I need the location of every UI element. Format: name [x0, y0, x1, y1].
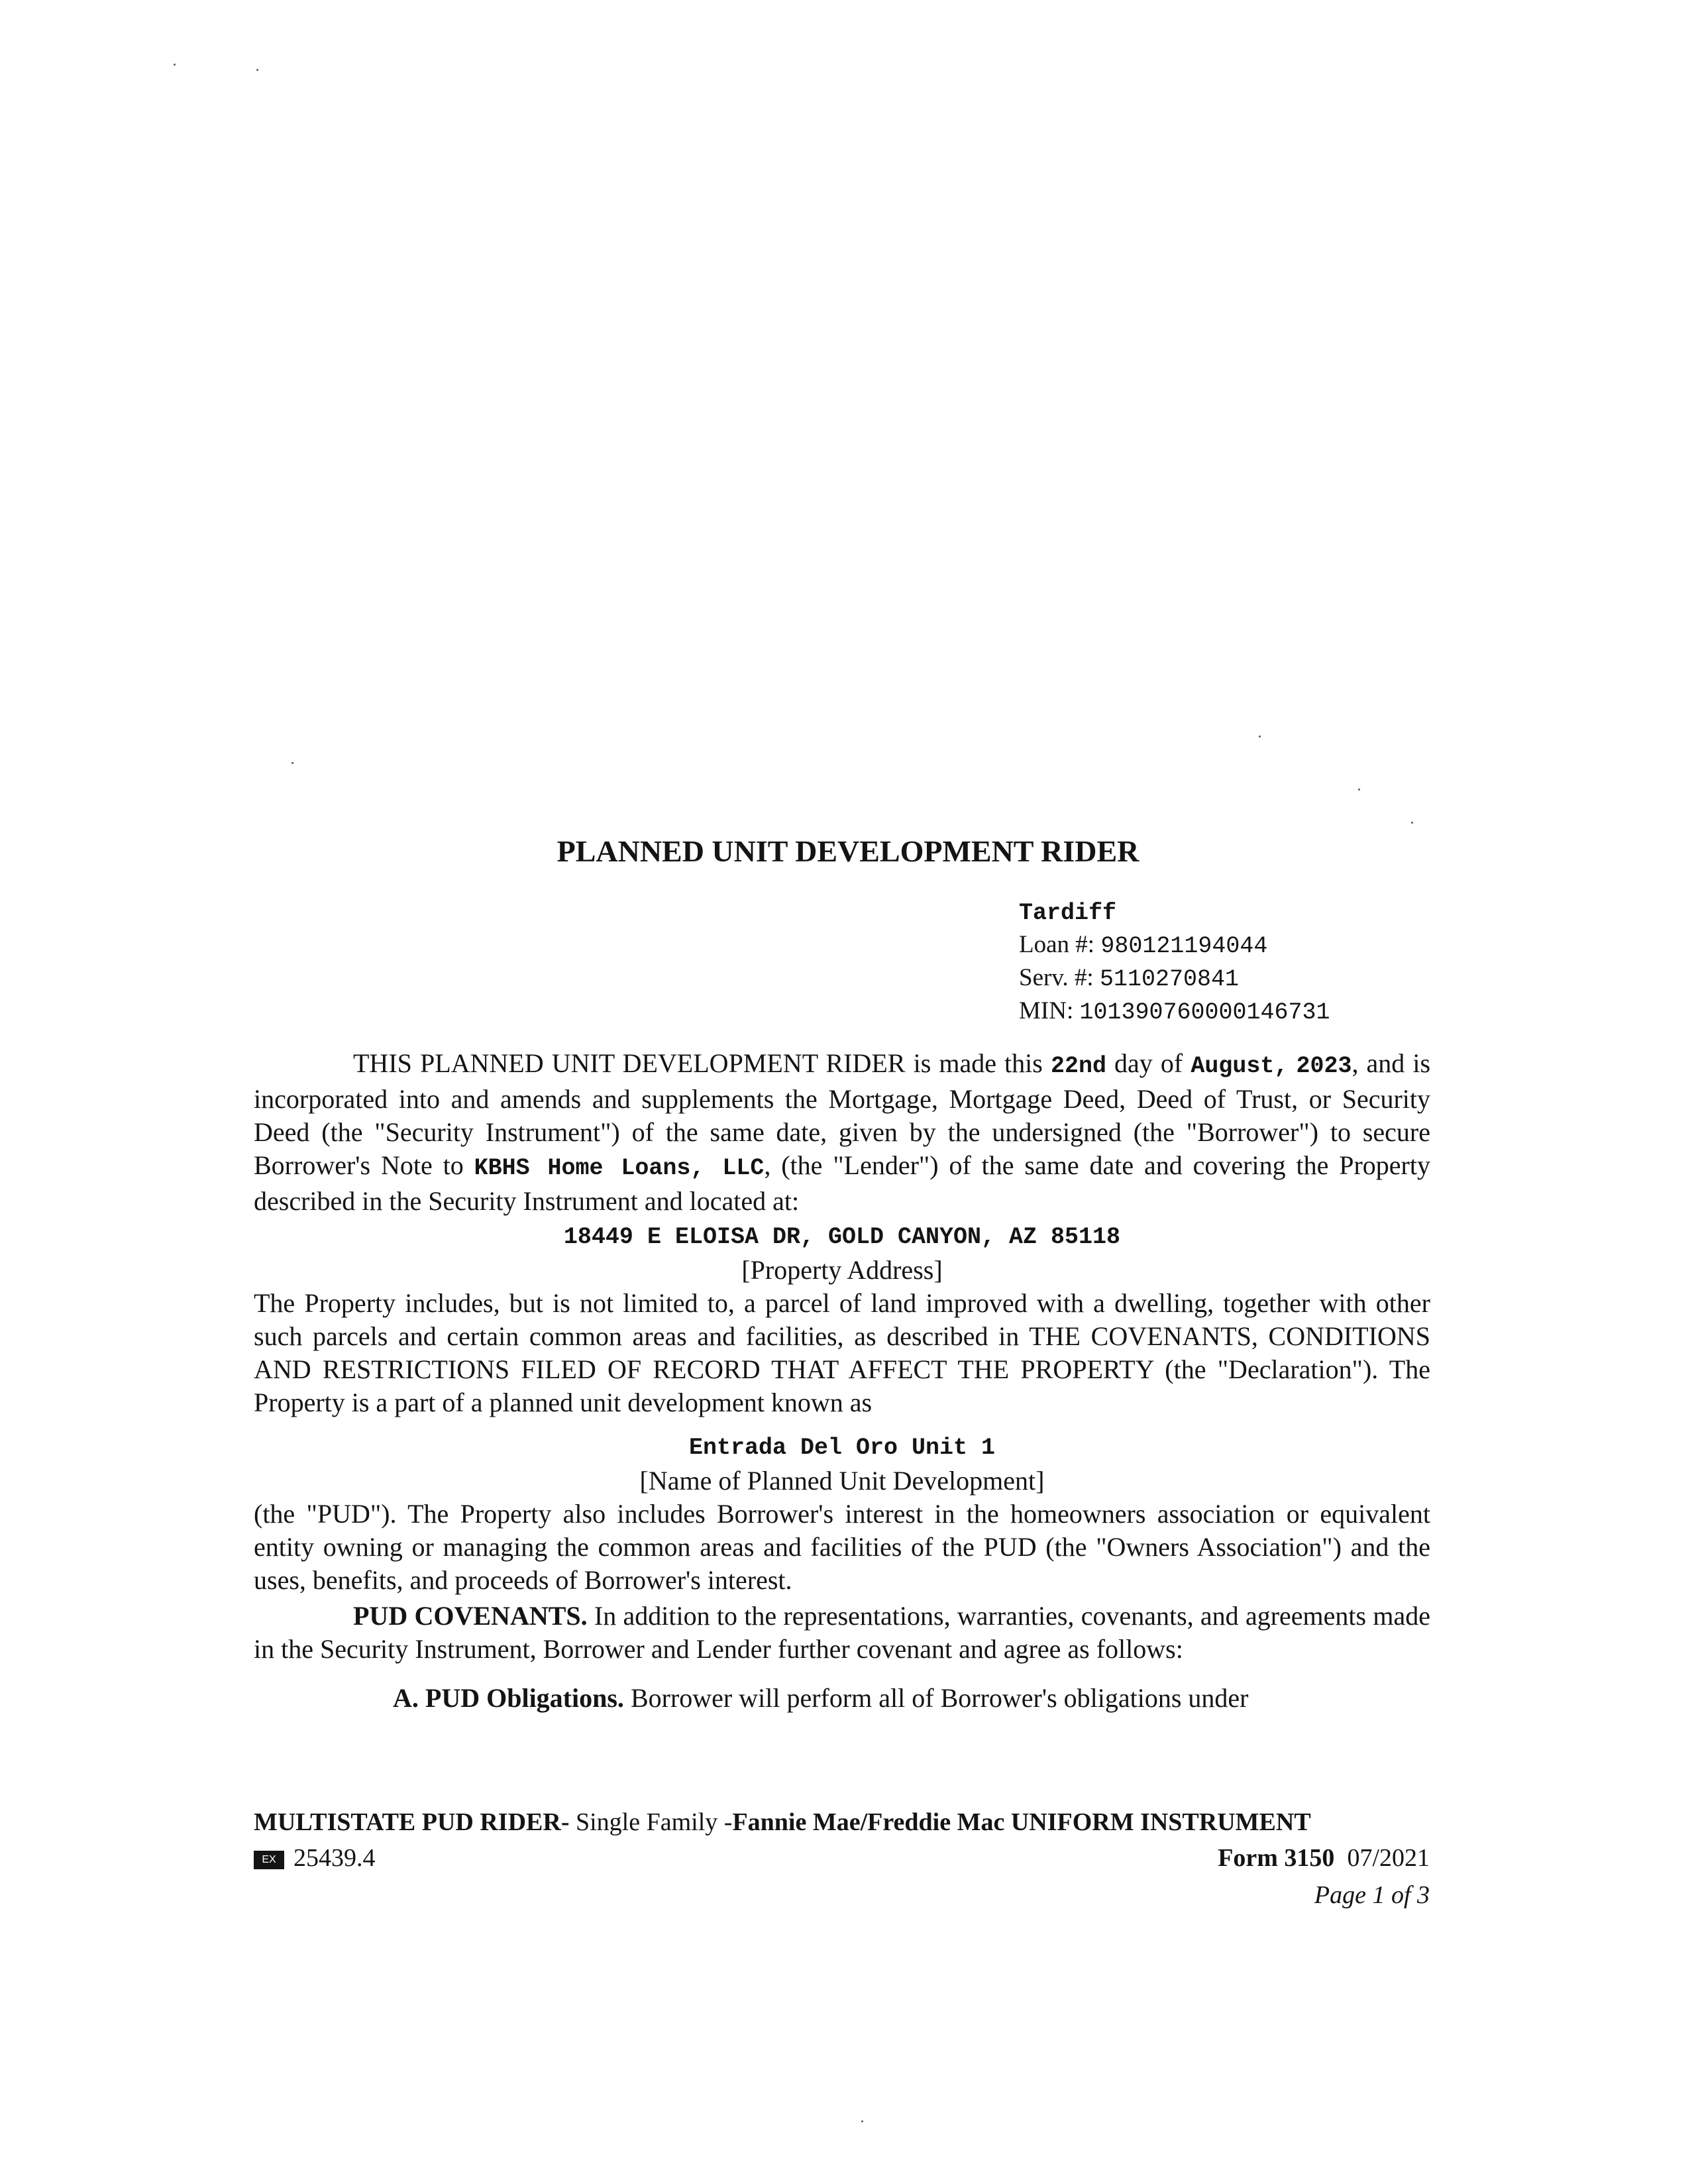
covenants-paragraph	[254, 1600, 1430, 1666]
rider-month: August,	[1191, 1053, 1289, 1079]
serv-number: 5110270841	[1099, 966, 1239, 993]
scan-speck	[1411, 822, 1413, 824]
min-label: MIN:	[1019, 997, 1074, 1024]
document-body	[254, 1047, 1430, 1715]
footer-family: Single Family -	[575, 1808, 733, 1836]
property-address	[254, 1218, 1430, 1254]
document-title: PLANNED UNIT DEVELOPMENT RIDER	[556, 834, 1140, 868]
footer-instrument-line	[254, 1808, 1311, 1837]
borrower-name: Tardiff	[1019, 900, 1117, 926]
footer-instrument: Fannie Mae/Freddie Mac UNIFORM INSTRUMENT	[732, 1808, 1311, 1836]
intro-paragraph	[254, 1047, 1430, 1218]
pud-name-caption: [Name of Planned Unit Development]	[639, 1466, 1045, 1496]
scan-speck	[256, 69, 258, 71]
rider-year: 2023	[1296, 1053, 1352, 1079]
scan-speck	[1358, 789, 1360, 791]
loan-label: Loan #:	[1019, 931, 1095, 958]
intro-text-2: day of	[1114, 1048, 1183, 1078]
page-number: Page 1 of 3	[1314, 1881, 1430, 1909]
covenants-text: In addition to the representations, warranties, covenants, and agreements made in the Security Instrument, Borrower and Lender further covenant and agree as follows:	[254, 1601, 1430, 1664]
min-number: 101390760000146731	[1079, 999, 1330, 1026]
obligations-paragraph	[254, 1682, 1430, 1715]
footer-rider-name: MULTISTATE PUD RIDER-	[254, 1808, 570, 1836]
scan-speck	[861, 2120, 863, 2122]
owners-paragraph: (the "PUD"). The Property also includes Borrower's interest in the homeowners association or equivalent entity owning or managing the common areas and facilities of the PUD (the "Owners Association") and the uses, benefits, and proceeds of Borrower's interest.	[254, 1499, 1430, 1595]
pud-name-value: Entrada Del Oro Unit 1	[688, 1435, 996, 1461]
property-address-value: 18449 E ELOISA DR, GOLD CANYON, AZ 85118	[563, 1224, 1121, 1250]
intro-text-3: , and is incorporated into and amends and supplements the Mortgage, Mortgage Deed, Deed of Trust, or Security Deed (the "Security Instrument") of the same date, given by the undersigned (the "Borrower") to secure Borrower's Note to	[254, 1048, 1431, 1180]
scan-speck	[174, 64, 176, 66]
lender-name: KBHS Home Loans, LLC	[474, 1155, 765, 1181]
intro-text-1: THIS PLANNED UNIT DEVELOPMENT RIDER is made this	[353, 1048, 1043, 1078]
obligations-heading: A. PUD Obligations.	[393, 1683, 624, 1713]
scan-speck	[292, 762, 293, 764]
scan-speck	[1259, 736, 1261, 737]
doc-code-value: 25439.4	[293, 1844, 376, 1872]
declaration-paragraph: The Property includes, but is not limited to, a parcel of land improved with a dwelling, together with other such parcels and certain common areas and facilities, as described in THE COVENANTS, CONDITIONS AND RESTRICTIONS FILED OF RECORD THAT AFFECT THE PROPERTY (the "Declaration"). The Property is a part of a planned unit development known as	[254, 1288, 1430, 1417]
property-address-caption: [Property Address]	[741, 1255, 943, 1285]
obligations-text: Borrower will perform all of Borrower's obligations under	[630, 1683, 1249, 1713]
intro-text-4: , (the "Lender") of the same date and covering the Property described in the Security Instrument and located at:	[254, 1150, 1430, 1216]
ex-badge-icon: EX	[254, 1851, 284, 1869]
form-label: Form 3150	[1218, 1844, 1335, 1872]
serv-label: Serv. #:	[1019, 964, 1094, 991]
pud-name	[254, 1429, 1430, 1464]
loan-info-block	[1019, 896, 1330, 1028]
footer-form	[1218, 1843, 1430, 1873]
loan-number: 980121194044	[1100, 933, 1268, 959]
covenants-heading: PUD COVENANTS.	[353, 1601, 588, 1631]
rider-day: 22nd	[1050, 1053, 1106, 1079]
footer-doc-code	[254, 1843, 376, 1873]
form-date: 07/2021	[1347, 1844, 1430, 1872]
